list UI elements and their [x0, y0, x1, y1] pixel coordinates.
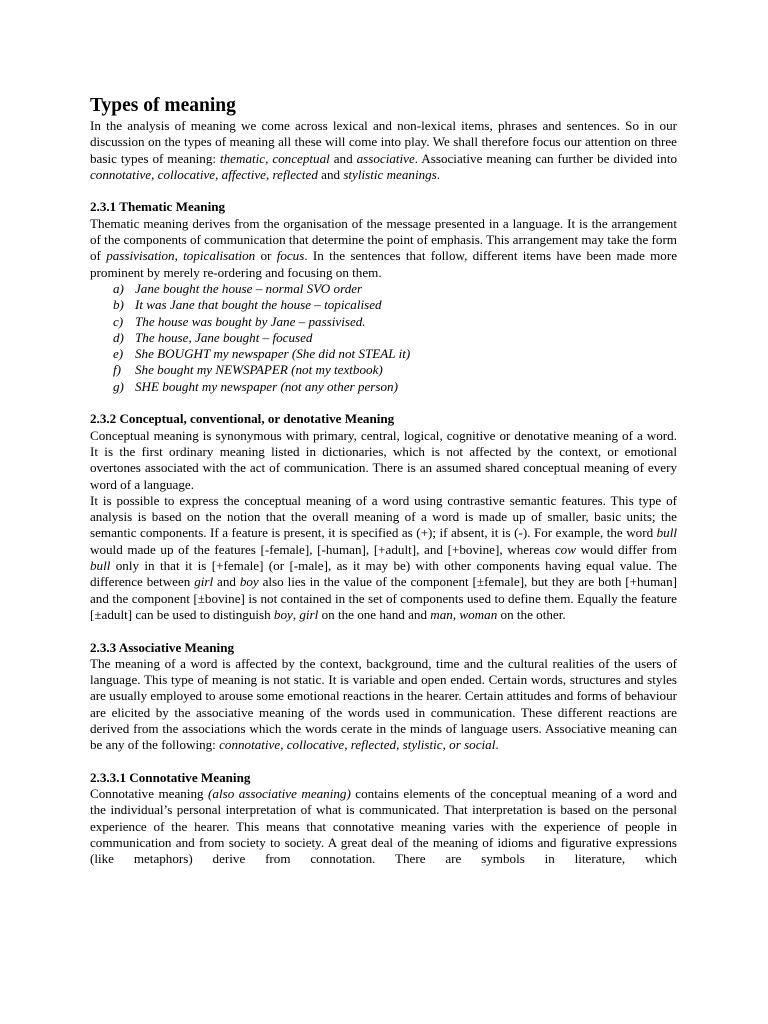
emphasis-text: associative	[356, 150, 415, 166]
emphasis-text: boy	[239, 574, 259, 590]
emphasis-text: stylistic meanings	[343, 166, 437, 182]
intro-paragraph: In the analysis of meaning we come across lexical and non-lexical items, phrases and sentences. So in our discussion on the types of meaning all these will come into play. We shall therefore focus our attention on three basic types of meaning: thematic, conceptual and associative. Associative meaning can further be divided into connotative, collocative, affective, reflected and stylistic meanings.	[90, 118, 678, 182]
thematic-paragraph: Thematic meaning derives from the organisation of the message presented in a language. It is the arrangement of the components of communication that determine the point of emphasis. This arrangement may take the form of passivisation, topicalisation or focus. In the sentences that follow, different items have been made more prominent by merely re-ordering and focusing on them.	[90, 215, 678, 280]
emphasis-text: topicalisation	[183, 248, 256, 264]
section-heading-associative: 2.3.3 Associative Meaning	[90, 639, 235, 655]
example-item: c) The house was bought by Jane – passivised.	[113, 313, 366, 329]
emphasis-text: conceptual	[272, 150, 330, 166]
emphasis-text: (also associative meaning)	[208, 786, 351, 802]
emphasis-text: thematic	[220, 150, 266, 166]
example-item: b) It was Jane that bought the house – topicalised	[113, 297, 382, 313]
section-heading-conceptual: 2.3.2 Conceptual, conventional, or denotative Meaning	[90, 411, 395, 427]
section-heading-thematic: 2.3.1 Thematic Meaning	[90, 199, 226, 215]
emphasis-text: bull	[656, 525, 677, 541]
associative-paragraph: The meaning of a word is affected by the context, background, time and the cultural realities of the users of language. This type of meaning is not static. It is variable and open ended. Certain words, structures and styles are usually employed to arouse some emotional reactions in the hearer. Certain attitudes and forms of behaviour are elicited by the associative meaning of the words used in communication. These different reactions are derived from the associations which the words cerate in the minds of language users. Associative meaning can be any of the following: connotative, collocative, reflected, stylistic, or social.	[90, 655, 677, 753]
emphasis-text: collocative	[157, 166, 216, 182]
emphasis-text: man	[430, 606, 453, 622]
emphasis-text: focus	[276, 248, 305, 264]
emphasis-text: passivisation	[106, 248, 175, 264]
example-item: g) SHE bought my newspaper (not any other person)	[113, 378, 398, 394]
emphasis-text: connotative	[219, 737, 281, 753]
document-body	[90, 94, 677, 868]
emphasis-text: cow	[554, 541, 576, 557]
emphasis-text: boy	[273, 606, 293, 622]
example-item: d) The house, Jane bought – focused	[113, 329, 313, 345]
emphasis-text: woman	[459, 606, 498, 622]
emphasis-text: reflected	[350, 737, 397, 753]
example-list	[90, 281, 677, 395]
emphasis-text: stylistic	[402, 737, 443, 753]
emphasis-text: reflected	[272, 166, 318, 182]
emphasis-text: or social	[449, 737, 496, 753]
emphasis-text: connotative	[90, 166, 152, 182]
emphasis-text: girl	[194, 574, 214, 590]
emphasis-text: girl	[299, 606, 319, 622]
example-item: a) Jane bought the house – normal SVO order	[113, 280, 363, 296]
example-item: e) She BOUGHT my newspaper (She did not STEAL it)	[113, 346, 411, 362]
conceptual-paragraph-1: Conceptual meaning is synonymous with primary, central, logical, cognitive or denotative meaning of a word. It is the first ordinary meaning listed in dictionaries, which is not affected by the context, or emotional overtones associated with the act of communication. There is an assumed shared conceptual meaning of every word of a language.	[90, 427, 677, 492]
conceptual-paragraph-2: It is possible to express the conceptual meaning of a word using contrastive semantic features. This type of analysis is based on the notion that the overall meaning of a word is made up of smaller, basic units; the semantic components. If a feature is present, it is specified as (+); if absent, it is (-). For example, the word bull would made up of the features [-female], [-human], [+adult], and [+bovine], whereas cow would differ from bull only in that it is [+female] (or [-male], as it may be) with other components having equal value. The difference between girl and boy also lies in the value of the component [±female], but they are both [+human] and the component [±bovine] is not contained in the set of components used to define them. Equally the feature [±adult] can be used to distinguish boy, girl on the one hand and man, woman on the other.	[90, 492, 678, 622]
emphasis-text: collocative	[286, 737, 345, 753]
emphasis-text: bull	[90, 558, 111, 574]
emphasis-text: affective	[221, 166, 266, 182]
section-heading-connotative: 2.3.3.1 Connotative Meaning	[90, 769, 251, 785]
connotative-paragraph: Connotative meaning (also associative meaning) contains elements of the conceptual meaning of a word and the individual’s personal interpretation of what is communicated. That interpretation is based on the personal experience of the hearer. This means that connotative meaning varies with the experience of people in communication and from society to society. A great deal of the meaning of idioms and figurative expressions (like metaphors) derive from connotation. There are symbols in literature, which	[90, 786, 677, 867]
example-item: f) She bought my NEWSPAPER (not my textbook)	[113, 362, 383, 378]
page-title: Types of meaning	[90, 95, 236, 116]
